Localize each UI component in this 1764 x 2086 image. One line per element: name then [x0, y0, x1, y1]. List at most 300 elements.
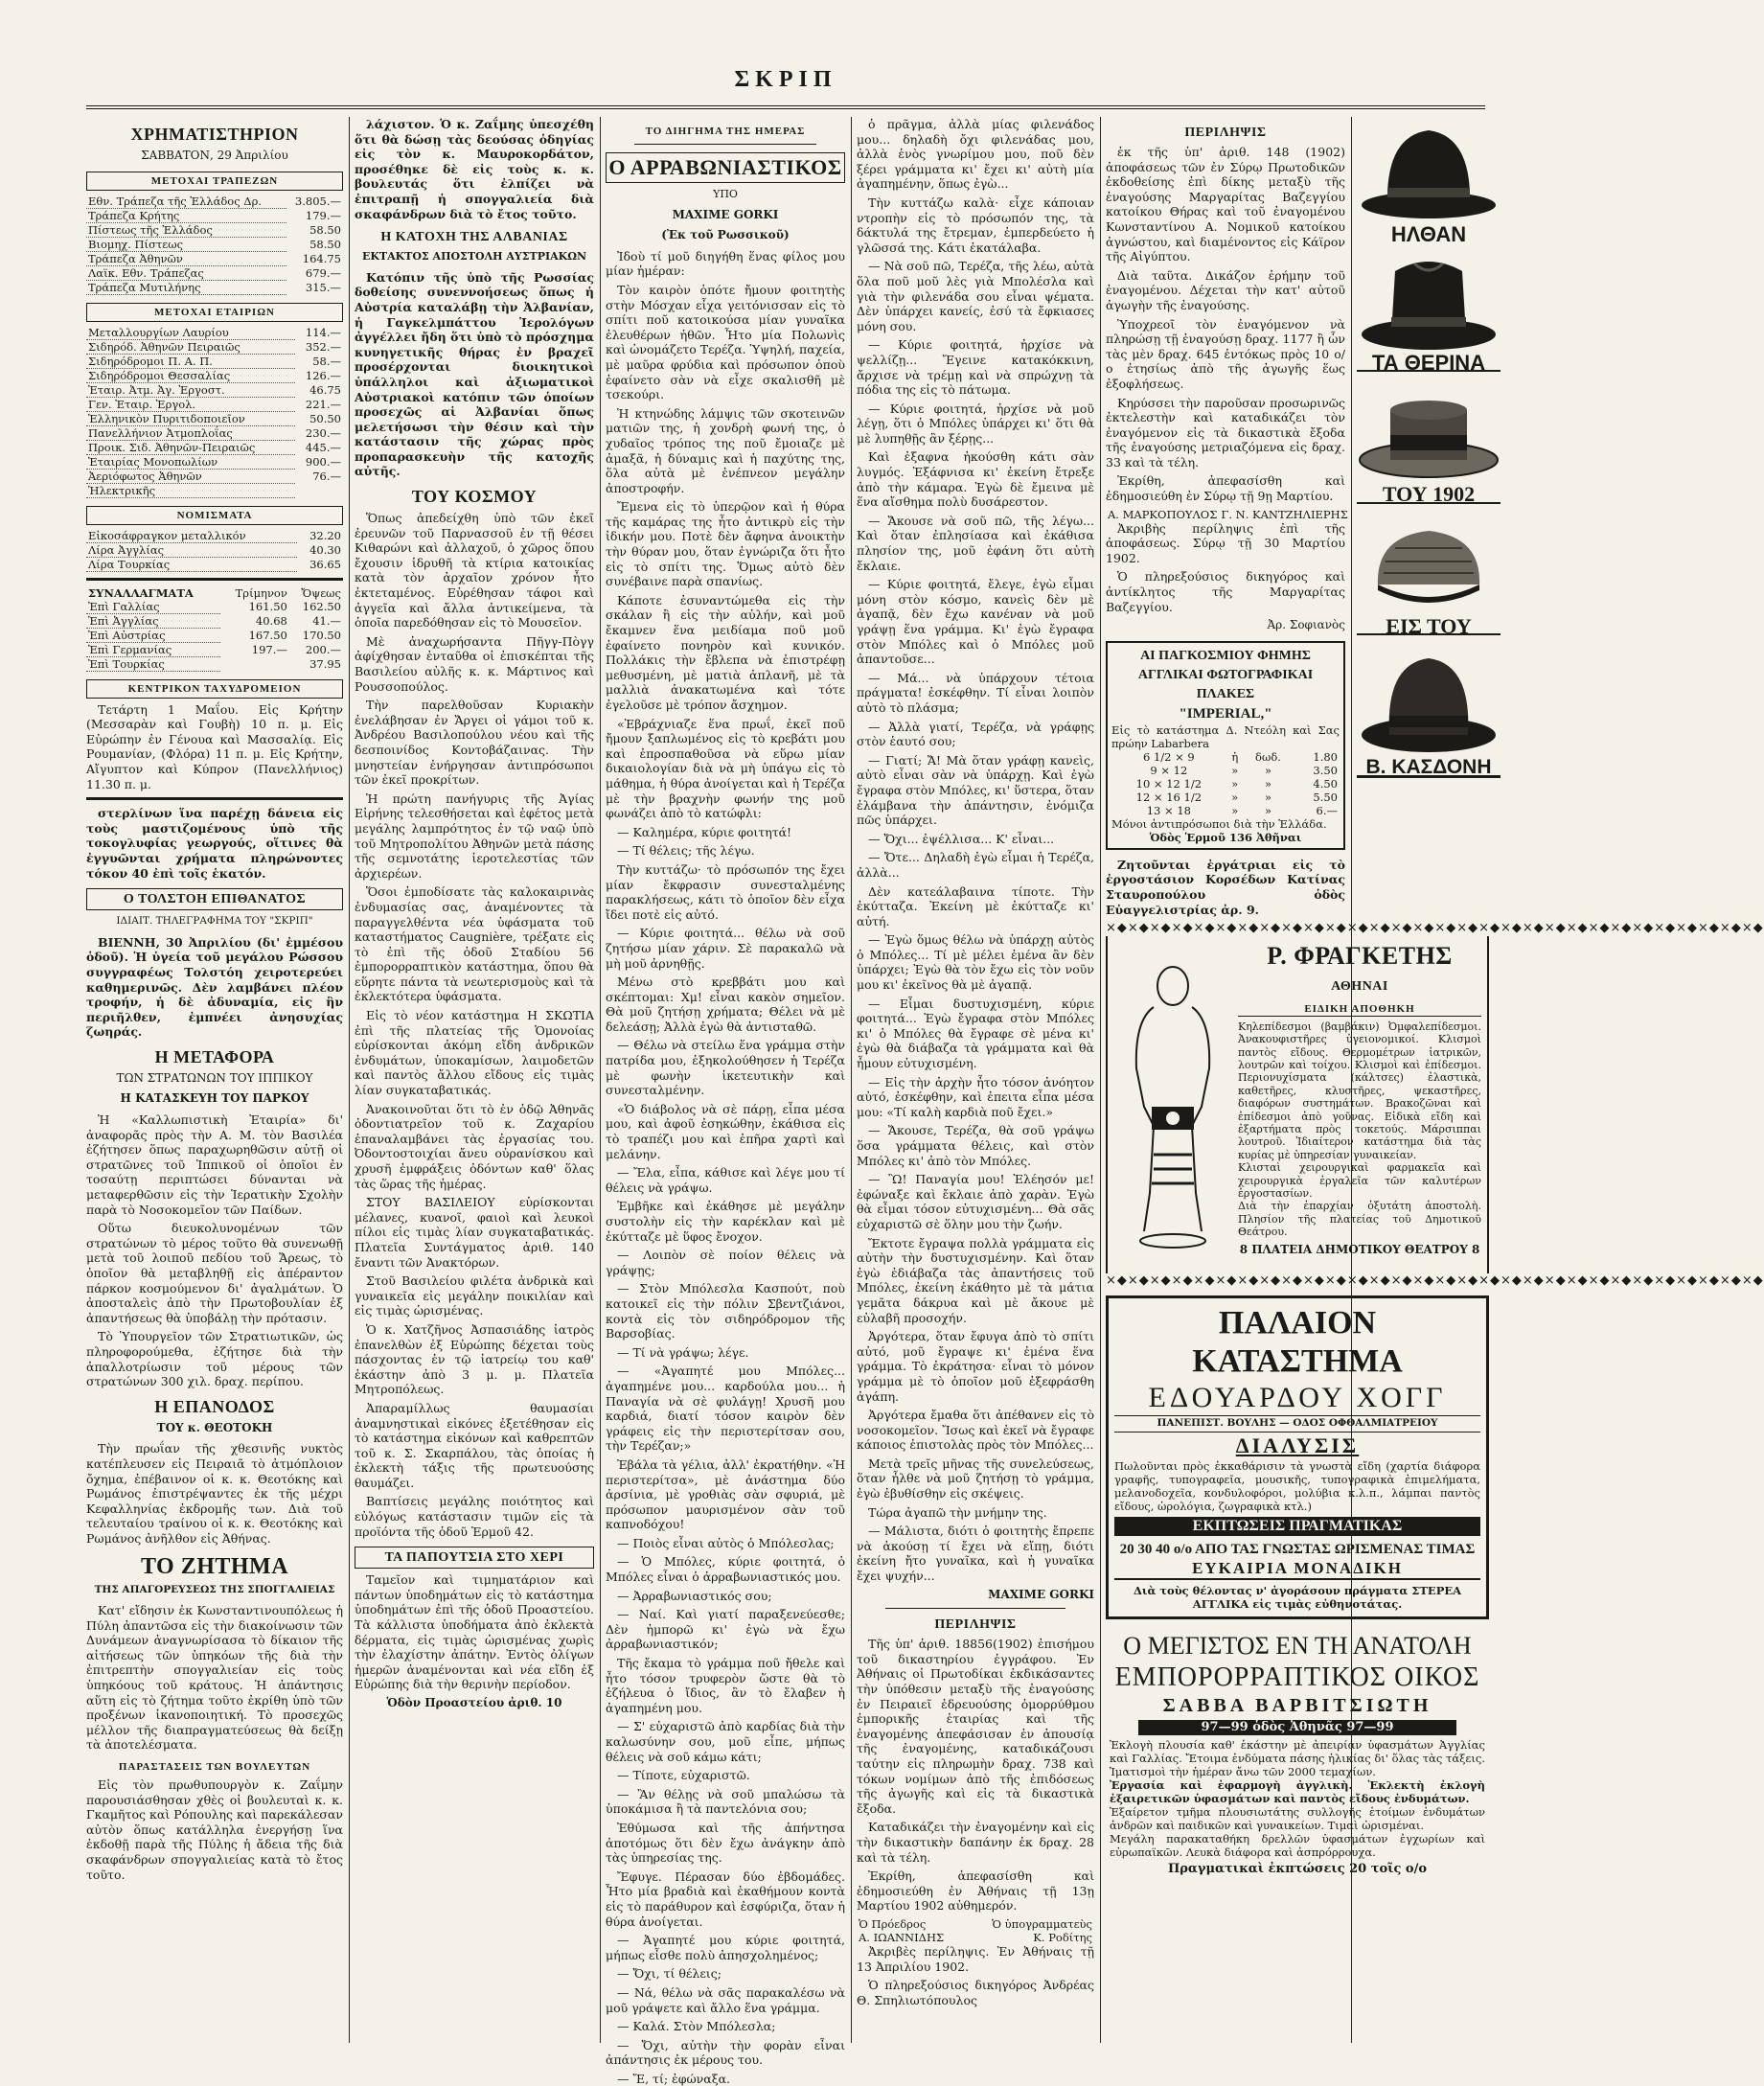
companies-title: ΜΕΤΟΧΑΙ ΕΤΑΙΡΙΩΝ — [86, 303, 343, 322]
notice2-text: Κηρύσσει τὴν παροῦσαν προσωρινῶς ἐκτελεστὴν καὶ καταδικάζει τὸν ἐναγόμενον εἰς τὰ δικαστικὰ ἔξοδα τῆς ἐναγούσης μετριαζόμενα εἰς δραχ. 33 καὶ τὰ τέλη. — [1106, 395, 1345, 470]
story-paragraph: — Μά... νὰ ὑπάρχουν τέτοια πράγματα! ἐσκέφθην. Τί εἶναι λοιπὸν αὐτὸ τὸ πλάσμα; — [857, 670, 1094, 715]
story-paragraph: Καὶ ἐξαφνα ἠκούσθη κάτι σὰν λυγμός. Ἐξάφνισα κι' ἐκείνη ἔτρεξε ἀπὸ τὴν κάμαρα. Ἐγὼ δὲ ἔμεινα μὲ ἕνα αἴσθημα πολὺ δυσάρεστον. — [857, 449, 1094, 510]
row-value: 167.50 — [248, 628, 287, 642]
tailor-text: Μεγάλη παρακαταθήκη δρελλῶν ὑφασμάτων ἐγχωρίων καὶ εὐρωπαϊκῶν. Λευκὰ διάφορα καὶ ἀσπρόρρουχα. — [1110, 1831, 1485, 1859]
old-shop-sale: ΔΙΑΛΥΣΙΣ — [1235, 1433, 1360, 1457]
story-paragraph: — Ὄχι, αὐτὴν τὴν φορὰν εἶναι ἀπάντησις ἐκ μέρους του. — [606, 2037, 845, 2068]
story-paragraph: — Λοιπὸν σὲ ποίον θέλεις νὰ γράψῃς; — [606, 1248, 845, 1277]
row-value: 352.— — [305, 339, 341, 354]
row-value: 3.805.— — [294, 194, 341, 208]
world-item: Βαπτίσεις μεγάλης ποιότητος καὶ εὐλόγως κατάστασιν τιμῶν εἰς τὰ προϊόντα τῆς ὁδοῦ Ἑρμοῦ 42. — [355, 1494, 594, 1539]
signature-name: Γ. Ν. ΚΑΝΤΖΗΛΙΕΡΗΣ — [1221, 507, 1348, 521]
story-paragraph: ὁ πρᾶγμα, ἀλλὰ μίας φιλενάδος μου... δηλαδὴ ὄχι φιλενάδας μου, ἀλλὰ ἑνὸς γνωρίμου μου, ποῦ δὲν ξέρει γράμματα κι' ἔχει κι' αὐτὴ μία ἀγαπημένην, ὅπως ἐγὼ... — [857, 117, 1094, 192]
story-paragraph: — Ἀλλὰ γιατί, Τερέζα, νὰ γράφῃς στὸν ἑαυτό σου; — [857, 719, 1094, 749]
albania-subtitle: ΕΚΤΑΚΤΟΣ ΑΠΟΣΤΟΛΗ ΑΥΣΤΡΙΑΚΩΝ — [361, 250, 587, 264]
transfer-text: Ἡ «Καλλωπιστικὴ Ἑταιρία» δι' ἀναφορᾶς πρὸς τὴν Α. Μ. τὸν Βασιλέα ἐζήτησεν ὅπως παραχωρηθῶσιν αὐτῇ οἱ στρατῶνες τοῦ Ἱππικοῦ οἱ ὁποῖοι ἐν τοσαύτῃ περιπτώσει δύνανται νὰ μεταφερθῶσιν εἰς τὴν Ἱερατικὴν Σχολὴν παρὰ τὸ Νοσοκομεῖον τῶν Παίδων. — [86, 1112, 343, 1217]
row-value: 41.— — [312, 613, 341, 628]
row-name: Πίστεως τῆς Ἑλλάδος — [86, 222, 286, 237]
row-value: 197.— — [251, 642, 287, 656]
price-unit: » — [1264, 803, 1271, 817]
row-value: 50.50 — [309, 411, 341, 425]
old-shop-address: ΠΑΝΕΠΙΣΤ. ΒΟΥΛΗΣ — ΟΔΟΣ ΟΦΘΑΛΜΙΑΤΡΕΙΟΥ — [1114, 1415, 1480, 1433]
story-paragraph: — Κύριε φοιτητά, ἔλεγε, ἐγὼ εἶμαι μόνη στὸν κόσμο, κανεὶς δὲν μὲ ἀγαπᾷ, δὲν ἔχω κανέναν νὰ μοῦ γράψῃ ἕνα γράμμα. Κι' ἐγὼ ἔγραφα στὸν Μπόλες καὶ ὁ Μπόλες μοῦ ἀπαντοῦσε... — [857, 577, 1094, 667]
table-row — [86, 454, 343, 469]
transfer-subtitle: ΤΩΝ ΣΤΡΑΤΩΝΩΝ ΤΟΥ ΙΠΠΙΚΟΥ — [116, 1070, 313, 1085]
price-qty: » — [1231, 776, 1239, 791]
row-name: Ἐπὶ Τουρκίας — [86, 656, 220, 671]
row-value: 32.20 — [309, 528, 341, 542]
story-paragraph: Ἀργότερα, ὅταν ἔφυγα ἀπὸ τὸ σπίτι αὐτό, μοῦ ἔγραψε κι' ἐμένα ἕνα γράμμα. Τὸ ἐκράτησα· εἶναι τὸ μόνον γράμμα μὲ τὸ ὁποῖον μοῦ ἐξεφράσθη ἀγάπη. — [857, 1329, 1094, 1404]
old-shop-chance: ΕΥΚΑΙΡΙΑ ΜΟΝΑΔΙΚΗ — [1114, 1559, 1480, 1580]
row-value: 445.— — [305, 440, 341, 454]
bourse-title: ΧΡΗΜΑΤΙΣΤΗΡΙΟΝ — [130, 125, 299, 144]
fragketis-address: 8 ΠΛΑΤΕΙΑ ΔΗΜΟΤΙΚΟΥ ΘΕΑΤΡΟΥ 8 — [1239, 1242, 1480, 1256]
shop-title: ΤΑ ΠΑΠΟΥΤΣΙΑ ΣΤΟ ΧΕΡΙ — [355, 1547, 594, 1569]
exchange-col-head: Τρίμηνον — [235, 585, 287, 600]
bowler-hat-icon — [1357, 117, 1501, 227]
companies-table — [86, 326, 343, 498]
row-name: Βιομηχ. Πίστεως — [86, 237, 286, 251]
story-paragraph: — Ἔλα, εἶπα, κάθισε καὶ λέγε μου τί θέλεις νὰ γράψω. — [606, 1165, 845, 1195]
ad-text: Μόνοι ἀντιπρόσωποι διὰ τὴν Ἑλλάδα. — [1111, 816, 1327, 831]
border-ornament: ×◆×◆×◆×◆×◆×◆×◆×◆×◆×◆×◆×◆×◆×◆×◆×◆×◆×◆×◆×◆×◆×◆×◆×◆×◆×◆×◆×◆×◆×◆ — [1106, 1272, 1764, 1288]
price-size: 13 × 18 — [1146, 803, 1191, 817]
hats-ad — [1357, 117, 1501, 2043]
notice2-signatures — [1106, 508, 1350, 521]
row-name: Ἐταιρ. Ἀτμ. Ἀγ. Ἐργοστ. — [86, 382, 295, 397]
divider — [86, 797, 343, 800]
table-row — [86, 326, 343, 340]
ad-brand: "IMPERIAL," — [1179, 705, 1272, 722]
parl-title: ΠΑΡΑΣΤΑΣΕΙΣ ΤΩΝ ΒΟΥΛΕΥΤΩΝ — [118, 1761, 311, 1774]
notice-text: Τῆς ὑπ' ἀριθ. 18856(1902) ἐπισήμου τοῦ δικαστηρίου ἐγγράφου. Ἐν Ἀθήναις οἱ Πρωτοδίκαι ἐκδικάσαντες τὴν ὑπόθεσιν μεταξὺ τῆς ἐναγούσης ἐν Πειραιεῖ ἐδρευούσης ὁμορρύθμου ἐμπορικῆς ἑταιρίας καὶ τῆς ἐναγομένης ἀπεφάσισαν ἐν ἀπουσίᾳ τῆς ἐναγομένης, καταδικάζουσι ταύτην εἰς πληρωμὴν δραχ. 738 καὶ τόκων νομίμων ἀπὸ τῆς ἐπιδόσεως τῆς ἀγωγῆς καὶ εἰς τὰ δικαστικὰ ἔξοδα. — [857, 1637, 1094, 1816]
table-row — [86, 265, 343, 280]
money-table — [86, 529, 343, 572]
story-paragraph: — Κύριε φοιτητά, ἠρχίσε νὰ ψελλίζῃ... Ἔγεινε κατακόκκινη, ἄρχισε νὰ τρέμῃ καὶ νὰ σπρώχνῃ τὰ πόδια της εἰς τὸ πάτωμα. — [857, 337, 1094, 398]
table-row — [86, 382, 343, 397]
question-text: Κατ' εἴδησιν ἐκ Κωνσταντινουπόλεως ἡ Πύλη ἀπαντῶσα εἰς τὴν διακοίνωσιν τῶν Δυνάμεων ἀναγνωρίσασα τὸ δίκαιον τῆς αἰτήσεως τῶν ὑπηκόων τῆς διὰ τὴν ἐπιτρεπτὴν σπογγαλιείαν εἰς τοὺς ὑπηκόους τοῦ κράτους. Ἡ ἀπάντησις αὕτη εἰς τὸ ζήτημα τοῦτο ἐκρίθη ὑπὸ τῶν προξένων ἱκανοποιητική. Τὸ προσεχῶς μέλλον τῆς διαπραγματεύσεως θὰ δείξῃ τὰ ἀποτελέσματα. — [86, 1603, 343, 1753]
shop-text: Ταμεῖον καὶ τιμηματάριον καὶ πάντων ὑποδημάτων εἰς τὸ κατάστημα ὑποδημάτων ἐπὶ τῆς ὁδοῦ Προαστείου. Τὰ κάλλιστα ὑποδήματα ἀπὸ ἐκλεκτὰ δέρματα, εἰς τιμὰς ὡρισμένας χωρὶς τὴν ἐλαχίστην ἀπάτην. Ἐντὸς ὀλίγων ἡμερῶν ἀναμένονται καὶ νέα εἴδη ἐξ Εὐρώπης διὰ τὴν θερινὴν περίοδον. — [355, 1572, 594, 1692]
straw-boater-hat-icon — [1357, 372, 1501, 487]
old-shop-discount: ΕΚΠΤΩΣΕΙΣ ΠΡΑΓΜΑΤΙΚΑΣ — [1114, 1517, 1480, 1536]
table-row — [86, 557, 343, 571]
row-value: 36.65 — [309, 557, 341, 571]
story-paragraph: — Ὁ Μπόλες, κύριε φοιτητά, ὁ Μπόλες εἶναι ὁ ἀρραβωνιαστικός μου. — [606, 1554, 845, 1585]
story-paragraph: — Καλημέρα, κύριε φοιτητά! — [617, 824, 792, 839]
story-paragraph: — Γιατί; Ἄ! Μὰ ὅταν γράφῃ κανεὶς, αὐτὸ εἶναι σὰν νὰ ὑπάρχῃ. Καὶ ἐγὼ ἔγραφα στὸν Μπόλες, κι' ὕστερα, ὅταν ἐλάμβανα τὴν ἀπάντησιν, ἐνόμιζα πῶς ὑπάρχει. — [857, 752, 1094, 828]
table-row — [1111, 777, 1340, 791]
old-shop-percent: 20 30 40 ο/ο ΑΠΟ ΤΑΣ ΓΝΩΣΤΑΣ ΩΡΙΣΜΕΝΑΣ ΤΙΜΑΣ — [1119, 1541, 1476, 1557]
price-size: 6 1/2 × 9 — [1142, 749, 1195, 764]
tolstoy-subtitle: ΙΔΙΑΙΤ. ΤΗΛΕΓΡΑΦΗΜΑ ΤΟΥ "ΣΚΡΙΠ" — [116, 915, 313, 928]
table-row — [86, 425, 343, 440]
tailor-address: 97—99 ὁδὸς Ἀθηνᾶς 97—99 — [1138, 1720, 1456, 1735]
question-subtitle: ΤΗΣ ΑΠΑΓΟΡΕΥΣΕΩΣ ΤΗΣ ΣΠΟΓΓΑΛΙΕΙΑΣ — [94, 1583, 335, 1595]
banks-table — [86, 195, 343, 295]
price-price: 6.— — [1316, 803, 1338, 817]
hat-3 — [1357, 372, 1501, 487]
notice2-title: ΠΕΡΙΛΗΨΙΣ — [1184, 126, 1267, 140]
column-1 — [86, 117, 343, 2043]
row-name: Ἀεριόφωτος Ἀθηνῶν — [86, 469, 295, 483]
column-rule — [1100, 117, 1101, 2043]
notice-text: Ἀκριβὲς περίληψις. Ἐν Ἀθήναις τῇ 13 Ἀπριλίου 1902. — [857, 1943, 1094, 1974]
table-row — [1111, 804, 1340, 817]
price-size: 10 × 12 1/2 — [1135, 776, 1203, 791]
signature-role: Ὁ Πρόεδρος — [859, 1916, 927, 1931]
hat-1 — [1357, 117, 1501, 227]
row-value: 221.— — [305, 397, 341, 411]
notice2-text: Ὁ πληρεξούσιος δικηγόρος καὶ ἀντίκλητος τῆς Μαργαρίτας Βαζεγγίου. — [1106, 569, 1345, 614]
story-signature: MAXIME GORKI — [988, 1587, 1094, 1601]
homburg-hat-icon — [1357, 635, 1501, 760]
table-row — [86, 529, 343, 543]
story-paragraph: Ἐβάλα τὰ γέλια, ἀλλ' ἐκρατήθην. «Ἡ περιστερίτσα», μὲ ἀνάστημα δύο ἀρσίνια, μὲ γροθιὰς σὰν σφυριά, μὲ πρόσωπον μαυρισμένον σὰν τοῦ καπνοδόχου! — [606, 1456, 845, 1532]
transfer-text: Οὕτω διευκολυνομένων τῶν στρατώνων τὸ μέρος τοῦτο θὰ συνενωθῇ μετὰ τοῦ λοιποῦ πεδίου τοῦ Ἄρεως, τὸ ὁποῖον θὰ μεταβληθῇ εἰς ἀπέραντον πάρκον κοσμούμενον δι' ἀγαλμάτων. Ὁ ἀποσταλεὶς ἀπὸ τὴν Πρωτοβουλίαν ἐξ ἀπαντήσεως θὰ ὑποβάλῃ τὴν πρότασιν. — [86, 1221, 343, 1325]
story-body-continued — [857, 117, 1094, 1584]
return-subtitle: ΤΟΥ κ. ΘΕΟΤΟΚΗ — [156, 1420, 273, 1434]
world-title: ΤΟΥ ΚΟΣΜΟΥ — [411, 487, 538, 507]
row-value: 315.— — [305, 280, 341, 294]
notice-signatures — [857, 1917, 1094, 1944]
story-paragraph: Ἰδοὺ τί μοῦ διηγήθη ἕνας φίλος μου μίαν ἡμέραν: — [606, 248, 845, 279]
row-name: Ἠλεκτρικῆς — [86, 483, 295, 497]
tailor-price: Πραγματικαὶ ἐκπτώσεις 20 τοῖς ο/ο — [1168, 1861, 1427, 1876]
banks-title: ΜΕΤΟΧΑΙ ΤΡΑΠΕΖΩΝ — [86, 172, 343, 191]
story-paragraph: — Στὸν Μπόλεσλα Κασπούτ, ποὺ κατοικεῖ εἰς τὴν πόλιν Σβεντζιάνοι, κοντὰ εἰς τὸν σιδηρόδρομον τῆς Βαρσοβίας. — [606, 1281, 845, 1341]
story-paragraph: Ἡ κτηνώδης λάμψις τῶν σκοτεινῶν ματιῶν της, ἡ χονδρὴ φωνή της, ὁ χυδαῖος τρόπος της ποῦ ἔμοιαζε μὲ ἀμαξᾶ, ἡ δύναμις καὶ ἡ παχύτης της, ὅλα αὐτὰ μὲ ἐνέπνεον μεγάλην ἀποστροφήν. — [606, 405, 845, 495]
lead-text: λάχιστον. Ὁ κ. Ζαΐμης ὑπεσχέθη ὅτι θὰ δώσῃ τὰς δεούσας ὁδηγίας εἰς τὸν κ. Μαυροκορδάτον, προσέθηκε δὲ εἰς τοὺς κ. κ. βουλευτάς ὅτι ἐλπίζει νὰ ἐπιτραπῇ ἡ σπογγαλιεία διὰ σκαφάνδρων διὰ τὸ ἔτος τοῦτο. — [355, 117, 594, 221]
story-paragraph: Τώρα ἀγαπῶ τὴν μνήμην της. — [868, 1504, 1047, 1520]
transfer-subtitle: Η ΚΑΤΑΣΚΕΥΗ ΤΟΥ ΠΑΡΚΟΥ — [120, 1091, 309, 1106]
tailor-name: ΕΜΠΟΡΟΡΡΑΠΤΙΚΟΣ ΟΙΚΟΣ — [1114, 1662, 1480, 1692]
row-value: 200.— — [305, 642, 341, 656]
row-name: Τράπεζα Ἀθηνῶν — [86, 251, 286, 265]
row-name: Τράπεζα Κρήτης — [86, 208, 286, 222]
tailor-text: Ἐκλογὴ πλουσία καθ' ἑκάστην μὲ ἀπειρίαν ὑφασμάτων Ἀγγλίας καὶ Γαλλίας. Ἔτοιμα ἐνδύματα πάσης ἡλικίας δι' ὅλας τὰς τάξεις. Ἱματισμοὶ τὴν ἡμέραν ἄνω τῶν 2000 τεμαχίων. — [1110, 1737, 1485, 1778]
world-item: Ὅπως ἀπεδείχθη ὑπὸ τῶν ἐκεῖ ἐρευνῶν τοῦ Παρνασσοῦ ἐν τῇ θέσει Κιθαρώνι καὶ ἀλλαχοῦ, ὁ χῶρος ὅπου ἔχουσιν ἱδρυθῆ τὰ κτίρια κατοικίας κατὰ τὸν ἀρχαῖον χρόνον ἦτο ἐκτεταμένος. Εὑρέθησαν τάφοι καὶ ἀγγεῖα καὶ ἄλλα ἀντικείμενα, τὰ ὁποῖα παρεδόθησαν εἰς τὸ Μουσεῖον. — [355, 511, 594, 630]
story-paragraph: «Ἐβράχνιαζε ἕνα πρωΐ, ἐκεῖ ποῦ ἤμουν ξαπλωμένος εἰς τὸ κρεβάτι μου καὶ ἐπροσπαθοῦσα νὰ εὕρω μίαν δικαιολογίαν διὰ νὰ μὴ ὑπάγω εἰς τὸ μάθημα, ἡ θύρα ἀνοίγεται καὶ ἡ Τερέζα μὲ τὴν βραχνὴν φωνήν της μοῦ φωνάζει ἀπὸ τὸ κατώφλι: — [606, 716, 845, 821]
story-paragraph: Ἔκτοτε ἔγραψα πολλὰ γράμματα εἰς αὐτὴν τὴν δυστυχισμένην. Καὶ ὅταν ἐγὼ ἐδιάβαζα τὰς ἀπαντήσεις τοῦ Μπόλες, ἐκείνη ἐκάθητο μὲ τὰ μάτια γεμᾶτα δάκρυα καὶ μὲ ἄκουε μὲ εὐλαβῆ προσοχήν. — [857, 1235, 1094, 1325]
table-row — [86, 222, 343, 237]
return-text: Τὴν πρωΐαν τῆς χθεσινῆς νυκτὸς κατέπλευσεν εἰς Πειραιᾶ τὸ ἀτμόπλοιον ὄχημα, ἐπέβαινον οἱ κ. κ. Θεοτόκης καὶ Ρωμάνος ἐπιστρέψαντες ἐκ τῆς μέχρι Κεφαλληνίας ἐκδρομῆς των. Διὰ τοῦ τελευταίου τραίνου οἱ κ. κ. Θεοτόκης καὶ Ρωμάνος ἀνῆλθον εἰς Ἀθήνας. — [86, 1441, 343, 1546]
wanted-text: Ζητοῦνται ἐργάτριαι εἰς τὸ ἐργοστάσιον Κορσέδων Κατίνας Σταυροπούλου ὁδὸς Εὐαγγελιστρίας ἀρ. 9. — [1106, 857, 1345, 917]
world-item: Μὲ ἀναχωρήσαντα Πῆγγ-Πὸγγ ἀφίχθησαν ἐνταῦθα οἱ ἐπισκέπται τῆς Βασιλείου αὐλῆς κ. κ. Μάρτινος καὶ Ρουσσοπούλος. — [355, 633, 594, 694]
story-paragraph: — Ὄχι... ἐψέλλισα... Κ' εἶναι... — [868, 831, 1055, 846]
row-value: 76.— — [312, 469, 341, 483]
story-paragraph: — Ὢ! Παναγία μου! Ἐλέησόν με! ἐφώναξε καὶ ἔκλαιε ἀπὸ χαρὰν. Ἐγὼ θὰ εἶμαι τόσον εὐτυχισμένη... Θὰ σᾶς εὐχαριστῶ σὲ ὅλην μου τὴν ζωήν. — [857, 1172, 1094, 1231]
row-name: Ἐπὶ Γερμανίας — [86, 642, 220, 656]
masthead — [86, 67, 1485, 109]
story-paragraph: Κάποτε ἐσυναντώμεθα εἰς τὴν σκάλαν ἢ εἰς τὴν αὐλήν, καὶ μοῦ ἔκαμνεν ἕνα μειδίαμα ποῦ μοῦ ἐφαίνετο πονηρὸν καὶ κυνικόν. Πολλάκις τὴν ἔβλεπα νὰ ἐπιστρέφῃ μεθυσμένη, μὲ ματιὰ ἀπλανῆ, μὲ τὰ μαλλιὰ ἀνακατωμένα καὶ τότε ἐγελοῦσε μὲ τρόπον ἄσχημον. — [606, 592, 845, 712]
row-name: Λίρα Ἀγγλίας — [86, 542, 297, 557]
tailor-heading: Ο ΜΕΓΙΣΤΟΣ ΕΝ ΤΗ ΑΝΑΤΟΛΗ — [1123, 1631, 1472, 1660]
transfer-title: Η ΜΕΤΑΦΟΡΑ — [154, 1046, 275, 1066]
story-paragraph: — Τίποτε, εὐχαριστῶ. — [617, 1768, 750, 1783]
notice-text: Ἐκρίθη, ἀπεφασίσθη καὶ ἐδημοσιεύθη ἐν Ἀθήναις τῇ 13ῃ Μαρτίου 1902 αὐθημερόν. — [857, 1868, 1094, 1914]
photo-plates-ad — [1106, 641, 1345, 850]
story-paragraph: Τὴν κυττάζω· τὸ πρόσωπόν της ἔχει μίαν ἔκφρασιν συνεσταλμένης παρακλήσεως, κάτι τὸ ὁποῖον δὲν εἶχα ἴδει ποτὲ εἰς αὐτό. — [606, 861, 845, 922]
row-name: Τράπεζα Μυτιλήνης — [86, 280, 286, 294]
row-name: Γεν. Ἐταιρ. Ἐργολ. — [86, 397, 295, 411]
tailor-text: Ἐξαίρετον τμῆμα πλουσιωτάτης συλλογῆς ἑτοίμων ἐνδυμάτων ἀνδρῶν καὶ παιδικῶν καὶ γυναικείων. Τιμαὶ ὡρισμέναι. — [1110, 1804, 1485, 1832]
old-shop-name: ΕΔΟΥΑΡΔΟΥ ΧΟΓΓ — [1148, 1382, 1447, 1414]
column-2 — [355, 117, 594, 2043]
price-unit: » — [1264, 790, 1271, 804]
row-value: 900.— — [305, 454, 341, 469]
story-paragraph: Δὲν κατεάλαβαινα τίποτε. Τὴν ἐκύτταζα. Ἐκείνη μὲ ἐκύτταζε κι' αὐτή. — [857, 883, 1094, 928]
row-value: 230.— — [305, 425, 341, 440]
row-name: Σιδηρόδ. Ἀθηνῶν Πειραιῶς — [86, 339, 295, 354]
row-name: Σιδηρόδρομοι Θεσσαλίας — [86, 368, 295, 382]
hats-label: Β. ΚΑΣΔΟΝΗ — [1357, 760, 1501, 778]
story-paragraph: Ἀργότερα ἔμαθα ὅτι ἀπέθανεν εἰς τὸ νοσοκομεῖον. Ἴσως καὶ ἐκεῖ νὰ ἔγραφε κάποιος ἐπιστολὰς πρὸς τὸν Μπόλες... — [857, 1408, 1094, 1453]
story-paragraph: — Νά, θέλω νὰ σᾶς παρακαλέσω νὰ μοῦ γράψετε καὶ ἄλλο ἕνα γράμμα. — [606, 1984, 845, 2015]
table-row — [1111, 750, 1340, 764]
torso-illustration-icon — [1115, 963, 1230, 1250]
table-row — [1111, 791, 1340, 804]
story-paragraph: — Μάλιστα, διότι ὁ φοιτητὴς ἔπρεπε νὰ ἀκούσῃ τί ἔχει νὰ εἴπῃ, διότι ἐκείνη ἤτο γυναῖκα, καὶ ἡ γυναῖκα ἔχει ψυχήν... — [857, 1524, 1094, 1584]
cap-hat-icon — [1357, 504, 1501, 619]
table-row — [86, 251, 343, 265]
notice2-text: Διὰ ταῦτα. Δικάζον ἐρήμην τοῦ ἐναγομένου. Δέχεται τὴν κατ' αὐτοῦ ἀγωγὴν τῆς ἐναγούσης. — [1106, 267, 1345, 312]
row-name: Ἐπὶ Ἀγγλίας — [86, 613, 220, 628]
bourse-date: ΣΑΒΒΑΤΟΝ, 29 Ἀπριλίου — [141, 149, 288, 162]
story-paragraph: Ἐμβῆκε καὶ ἐκάθησε μὲ μεγάλην συστολὴν εἰς τὴν καρέκλαν καὶ μὲ ἐκύτταζε μὲ ὕφος ἔνοχον. — [606, 1199, 845, 1244]
row-name: Ἐπὶ Γαλλίας — [86, 600, 220, 614]
row-value: 162.50 — [302, 599, 341, 613]
story-title: Ο ΑΡΡΑΒΩΝΙΑΣΤΙΚΟΣ — [606, 152, 845, 183]
table-row — [86, 440, 343, 454]
exchange-table — [86, 586, 343, 672]
column-3 — [606, 117, 845, 2086]
story-paragraph: — Ποιὸς εἶναι αὐτὸς ὁ Μπόλεσλας; — [617, 1535, 835, 1550]
loan-text: στερλίνων ἵνα παρέχῃ δάνεια εἰς τοὺς μαστιζομένους ὑπὸ τῆς τοκογλυφίας γεωργούς, οἵτινες θὰ ἐγγυῶνται χρήματα πληρώνοντες τόκον 40 ἐπὶ τοῖς ἑκατόν. — [86, 806, 343, 881]
price-qty: » — [1231, 803, 1239, 817]
row-value: 179.— — [305, 208, 341, 222]
money-title: ΝΟΜΙΣΜΑΤΑ — [86, 506, 343, 525]
story-body — [606, 249, 845, 2086]
price-qty: » — [1231, 790, 1239, 804]
notice2-text: Ἀκριβὴς περίληψις ἐπὶ τῆς ἀποφάσεως. Σύρῳ τῇ 30 Μαρτίου 1902. — [1106, 520, 1345, 565]
column-4 — [857, 117, 1094, 2043]
world-item: Ἀνακοινοῦται ὅτι τὸ ἐν ὁδῷ Ἀθηνᾶς ὀδοντιατρεῖον τοῦ κ. Ζαχαρίου ἐπαναλαμβάνει τὰς ἐργασίας του. Ὀδοντοστοιχίαι ἄνευ οὐρανίσκου καὶ χρυσῆ ἐμφράξεις ὀδόντων καθ' ὅλας τὰς ὥρας τῆς ἡμέρας. — [355, 1101, 594, 1191]
table-row — [86, 600, 343, 614]
world-item: ΣΤΟΥ ΒΑΣΙΛΕΙΟΥ εὑρίσκονται μέλανες, κυανοῖ, φαιοὶ καὶ λευκοὶ πίλοι εἰς τιμὰς λίαν συγκαταβατικάς. Πλατεῖα Συντάγματος ἀριθ. 140 ἔναντι τῶν Ἀνακτόρων. — [355, 1195, 594, 1270]
row-value: 40.68 — [255, 613, 287, 628]
table-row — [86, 339, 343, 354]
ad-text: Εἰς τὸ κατάστημα Δ. Ντεόλη καὶ Σας πρώην Labarbera — [1111, 722, 1340, 750]
row-name: Σιδηρόδρομοι Π. Α. Π. — [86, 354, 295, 368]
table-row — [86, 642, 343, 656]
story-kicker: ΤΟ ΔΙΗΓΗΜΑ ΤΗΣ ΗΜΕΡΑΣ — [645, 126, 806, 137]
notice2-text: Ὑποχρεοῖ τὸν ἐναγόμενον νὰ πληρώσῃ τῇ ἐναγούσῃ δραχ. 1177 ἢ ὧν τὰς μὲν δραχ. 645 ἐντόκως πρὸς 10 ο/ο ἐτησίως ἀπὸ τῆς ἀγωγῆς ἕως ἐξοφλήσεως. — [1106, 316, 1345, 391]
table-row — [86, 397, 343, 411]
world-item: Ὅσοι ἐμποδίσατε τὰς καλοκαιρινὰς ἐνδυμασίας σας, ἀναμένοντες τὰ παραγγελθέντα νέα ὑφάσματα τοῦ καταστήματος Caugnière, τρέξατε εἰς τὸ ἐπὶ τῆς ὁδοῦ Σταδίου 56 ἐμπορορραπτικὸν κατάστημα, ὅπου θὰ εὕρητε πάντα τὰ νεωτερισμοὺς καὶ τὰ ἐκλεκτότερα ὑφάσματα. — [355, 884, 594, 1004]
photo-price-table — [1111, 750, 1340, 817]
story-paragraph: — Ἂν θέλῃς νὰ σοῦ μπαλώσω τὰ ὑποκάμισα ἢ τὰ παντελόνια σου; — [606, 1786, 845, 1817]
story-paragraph: Τὴν κυττάζω καλὰ· εἶχε κάποιαν ντροπὴν εἰς τὸ πρόσωπόν της, τὰ δάκτυλά της ἔτρεμαν, ἐμπερδεύετο ἡ γλῶσσά της. Κάτι ἐκατάλαβα. — [857, 195, 1094, 255]
row-value: 58.50 — [309, 237, 341, 251]
tolstoy-title: Ο ΤΟΛΣΤΟΗ ΕΠΙΘΑΝΑΤΟΣ — [86, 888, 343, 910]
row-value: 58.50 — [309, 222, 341, 237]
notice2-text: ἐκ τῆς ὑπ' ἀριθ. 148 (1902) ἀποφάσεως τῶν ἐν Σύρῳ Πρωτοδικῶν ἐκδοθείσης ἐπὶ δίκης μεταξὺ τῆς ἐναγούσης Μαργαρίτας Βαζεγγίου κατοίκου Θήρας καὶ τοῦ ἐναγομένου Κωνσταντίνου Α. Νομικοῦ κατοίκου ἀγνώστου, καὶ διαμένοντος εἰς Κάϊρον τῆς Αἰγύπτου. — [1106, 145, 1345, 264]
story-paragraph: — Νὰ σοῦ πῶ, Τερέζα, τῆς λέω, αὐτὰ ὅλα ποῦ μοῦ λὲς γιὰ Μπολέσλα καὶ γιὰ τὴν φιλενάδα σου εἶναι ψέματα. Δὲν ὑπάρχει κανείς, ἐσύ τὰ ἔφκιασες μόνη σου. — [857, 259, 1094, 333]
hats-label: ΤΟΥ 1902 — [1357, 487, 1501, 504]
table-row — [86, 411, 343, 425]
story-paragraph: — Ἀρραβωνιαστικός σου; — [617, 1588, 772, 1603]
row-name: Μεταλλουργίων Λαυρίου — [86, 326, 295, 340]
row-value — [295, 483, 343, 497]
table-row — [86, 656, 343, 671]
fragketis-city: ΑΘΗΝΑΙ — [1331, 978, 1388, 994]
table-row — [1111, 764, 1340, 777]
table-row — [86, 237, 343, 251]
world-item: Ἀπαραμίλλως θαυμασίαι ἀναμνηστικαὶ εἰκόνες ἐξετέθησαν εἰς τὸ κατάστημα εἰκόνων καὶ καθρεπτῶν τοῦ κ. Σ. Σκαρπάλου, τὰς ὁποίας ἡ ἐκλεκτὴ τάξις τῆς πρωτευούσης θαυμάζει. — [355, 1400, 594, 1490]
question-title: ΤΟ ΖΗΤΗΜΑ — [140, 1553, 289, 1579]
story-by: ΥΠΟ — [713, 188, 738, 200]
table-row — [86, 613, 343, 628]
notice2-text: Ἐκρίθη, ἀπεφασίσθη καὶ ἐδημοσιεύθη ἐν Σύρῳ τῇ 9ῃ Μαρτίου. — [1106, 473, 1345, 504]
story-paragraph: Μετὰ τρεῖς μῆνας τῆς συνελεύσεως, ὅταν ἦλθε νὰ μοῦ ζητήσῃ τὸ γράμμα, ἐγὼ ἐβυθίσθην εἰς σκέψεις. — [857, 1456, 1094, 1501]
row-value: 170.50 — [302, 628, 341, 642]
row-name: Λίρα Τουρκίας — [86, 557, 297, 571]
story-paragraph: — Καλά. Στὸν Μπόλεσλα; — [617, 2019, 776, 2034]
exchange-title: ΣΥΝΑΛΛΑΓΜΑΤΑ — [88, 585, 194, 600]
story-paragraph: — Εἶμαι δυστυχισμένη, κύριε φοιτητά... Ἐγὼ ἔγραφα στὸν Μπόλες κι' ὁ Μπόλες θὰ ἔγραφε σὲ μένα κι' ἐγὼ θὰ διάβαζα τὰ γράμματα καὶ θὰ ἦμουν εὐτυχισμένη. — [857, 996, 1094, 1071]
table-row — [86, 280, 343, 294]
story-source: (Ἐκ τοῦ Ρωσσικοῦ) — [661, 228, 790, 242]
price-size: 12 × 16 1/2 — [1135, 790, 1203, 804]
table-row — [86, 195, 343, 209]
tolstoy-text: ΒΙΕΝΝΗ, 30 Ἀπριλίου (δι' ἐμμέσου ὁδοῦ). Ἡ ὑγεία τοῦ μεγάλου Ρώσσου συγγραφέως Τολστόη χειροτερεύει καθημερινῶς. Δὲν λαμβάνει πλέον τροφήν, ἡ δὲ ἀδυναμία, εἰς ἣν περιῆλθεν, ἐμπνέει ἀνησυχίας ζωηράς. — [86, 934, 343, 1040]
table-row — [86, 469, 343, 483]
notice2-signature: Ἀρ. Σοφιανὸς — [1267, 618, 1345, 632]
hats-label: ΤΑ ΘΕΡΙΝΑ — [1357, 355, 1501, 373]
row-value: 161.50 — [248, 599, 287, 613]
price-unit: » — [1264, 763, 1271, 777]
old-shop-text: Πωλοῦνται πρὸς ἐκκαθάρισιν τὰ γνωστὰ εἴδη (χαρτία διάφορα γραφῆς, τυπογραφεῖα, μουσικῆς, τυπογραφικὰ ἐπιμελήματα, μελανοδοχεῖα, κονδυλοφόροι, μολύβια κ.λ.π., λάμπαι παντὸς εἴδους, ὡρολόγια, ζωγραφικὰ κτλ.) — [1114, 1458, 1480, 1513]
world-item: Ὁ κ. Χατζῆνος Ἀσπασιάδης ἰατρὸς ἐπανελθὼν ἐξ Εὐρώπης δέχεται τοὺς πάσχοντας ἐν τῷ ἰατρείῳ του καθ' ἑκάστην ἀπὸ 3 μ. μ. Πλατεῖα Μητροπόλεως. — [355, 1321, 594, 1397]
price-unit: δωδ. — [1255, 749, 1281, 764]
row-name: Πανελλήνιον Ἀτμοπλοΐας — [86, 425, 295, 440]
story-paragraph: — Ἀγαπητέ μου κύριε φοιτητά, μήπως εἶσθε πολὺ ἀπησχολημένος; — [606, 1933, 845, 1962]
albania-title: Η ΚΑΤΟΧΗ ΤΗΣ ΑΛΒΑΝΙΑΣ — [380, 230, 568, 245]
albania-text: Κατόπιν τῆς ὑπὸ τῆς Ρωσσίας δοθείσης συνεννοήσεως ὅπως ἡ Αὐστρία καταλάβῃ τὴν Ἀλβανίαν, ἡ Γαγκελμπάττου Ἱερολόγων ἀγγέλλει ἤδη ὅτι ὑπὸ τὸ πρόσχημα κυνηγετικῆς θήρας ἐν βραχεῖ προσέρχονται διοικητικοὶ ὑπάλληλοι καὶ ἀξιωματικοὶ Αὐστριακοὶ κατόπιν τῶν ὁποίων προσεχῶς αἱ Ἀλβανίαι ὅπως μελετήσωσι τὴν θέσιν καὶ τὴν κατάστασιν τῆς χώρας πρὸς προπαρασκευὴν τῆς κατοχῆς αὐτῆς. — [355, 269, 594, 479]
story-paragraph: — Ἄκουσε, Τερέζα, θὰ σοῦ γράψω ὅσα γράμματα θέλεις, καὶ στὸν Μπόλες κι' ἀπὸ τὸν Μπόλες. — [857, 1123, 1094, 1168]
hat-5 — [1357, 635, 1501, 760]
row-value: 679.— — [305, 265, 341, 280]
row-value — [220, 656, 289, 671]
story-paragraph: — Ἔ, τί; ἐφώναξα. — [617, 2071, 731, 2086]
row-value: 164.75 — [302, 251, 341, 265]
signature-name: Κ. Ροδίτης — [1033, 1930, 1092, 1944]
ad-heading: ΑΙ ΠΑΓΚΟΣΜΙΟΥ ΦΗΜΗΣ — [1140, 648, 1311, 663]
table-row — [86, 628, 343, 642]
story-paragraph: Ἔφυγε. Πέρασαν δύο ἑβδομάδες. Ἦτο μία βραδιὰ καὶ ἐκαθήμουν κοντὰ εἰς τὸ παράθυρον καὶ ἐσφύριζα, ὅταν ἡ θύρα ἀνοίγεται. — [606, 1868, 845, 1929]
divider — [634, 144, 816, 145]
story-paragraph: — Εἰς τὴν ἀρχὴν ἦτο τόσον ἀνόητον αὐτό, ἐσκέφθην, καὶ ἐπειτα εἶπα μέσα μου: «Τί καλὴ καρδιὰ ποῦ ἔχει.» — [857, 1074, 1094, 1119]
price-price: 3.50 — [1313, 763, 1338, 777]
tailor-owner: ΣΑΒΒΑ ΒΑΡΒΙΤΣΙΩΤΗ — [1162, 1694, 1432, 1716]
newspaper-name: ΣΚΡΙΠ — [734, 67, 837, 92]
notice-title: ΠΕΡΙΛΗΨΙΣ — [934, 1617, 1017, 1633]
story-author: MAXIME GORKI — [672, 207, 779, 221]
world-item: Ἡ πρώτη πανήγυρις τῆς Ἀγίας Εἰρήνης τελεσθήσεται καὶ ἐφέτος μετὰ μεγάλης λαμπρότητος ἐν τῷ ναῷ ὑπὸ τοῦ Μητροπολίτου Ἀθηνῶν μετὰ πάσης τῆς σεμνοτάτης ἱεροτελεστίας τῶν ἀρχιερέων. — [355, 791, 594, 881]
story-paragraph: — Ἐγὼ ὅμως θέλω νὰ ὑπάρχῃ αὐτὸς ὁ Μπόλες... Τί μὲ μέλει ἐμένα ἂν δὲν ὑπάρχει; Ἐγὼ θὰ τὸν ἔχω εἰς τὸν νοῦν μου κι' ἐκεῖνος θὰ μὲ ἀγαπᾷ. — [857, 932, 1094, 993]
table-row — [86, 368, 343, 382]
post-title: ΚΕΝΤΡΙΚΟΝ ΤΑΧΥΔΡΟΜΕΙΟΝ — [86, 679, 343, 699]
price-price: 5.50 — [1313, 790, 1338, 804]
ad-address: Ὁδὸς Ἑρμοῦ 136 Ἀθῆναι — [1149, 830, 1302, 844]
row-name: Προικ. Σιδ. Ἀθηνῶν-Πειραιῶς — [86, 440, 295, 454]
story-paragraph: Τὸν καιρὸν ὁπότε ἤμουν φοιτητὴς στὴν Μόσχαν εἶχα γειτόνισσαν εἰς τὸ σπίτι ποῦ κατοικούσα μίαν γυναῖκα ἐλευθέρων ἠθῶν. Ἦτο μία Πολωνὶς καὶ ὠνομάζετο Τερέζα. Ὑψηλή, παχεία, μὲ μαῦρα φρύδια καὶ πρόσωπον ὁποὺ ἐφαίνετο σὰν νὰ εἶχε σκαλισθῆ μὲ τσεκούρι. — [606, 282, 845, 402]
hats-label: ΕΙΣ ΤΟΥ — [1357, 619, 1501, 636]
transfer-text: Τὸ Ὑπουργεῖον τῶν Στρατιωτικῶν, ὡς πληροφορούμεθα, ἐζήτησε διὰ τὴν ἀπαλλοτρίωσιν τοῦ μέρους τῶν στρατώνων 300 χιλ. δραχ. περίπου. — [86, 1329, 343, 1389]
table-row — [86, 483, 343, 497]
post-text: Τετάρτη 1 Μαΐου. Εἰς Κρήτην (Μεσσαρὰν καὶ Γουβὴ) 10 π. μ. Εἰς Εὐρώπην ἐν Γένουα καὶ Μασσαλίᾳ. Εἰς Ρουμανίαν, (Φλόρα) 11 π. μ. Εἰς Κρήτην, Αἴγυπτον καὶ Κύπρον (Πανελλήνιος) 11.30 π. μ. — [86, 701, 343, 791]
price-size: 9 × 12 — [1150, 763, 1188, 777]
row-value: 37.95 — [309, 656, 341, 671]
column-rule — [851, 117, 852, 2043]
ad-heading: ΑΓΓΛΙΚΑΙ ΦΩΤΟΓΡΑΦΙΚΑΙ ΠΛΑΚΕΣ — [1137, 667, 1314, 701]
shop-address: Ὁδὸν Προαστείου ἀριθ. 10 — [386, 1696, 562, 1709]
story-paragraph: Μένω στὸ κρεββάτι μου καὶ σκέπτομαι: Χμ! εἶναι κακὸν σημεῖον. Θὰ μοῦ ζητήσῃ χρήματα; Θέλει νὰ μὲ δελεάσῃ; Ἀλλὰ ἐγὼ θὰ ἀντισταθῶ. — [606, 974, 845, 1034]
signature-name: Α. ΙΩΑΝΝΙΔΗΣ — [859, 1930, 945, 1944]
fedora-hat-icon — [1357, 242, 1501, 355]
world-item: Εἰς τὸ νέον κατάστημα Η ΣΚΩΤΙΑ ἐπὶ τῆς πλατείας τῆς Ὁμονοίας εὑρίσκονται ἀκόμη εἴδη ἀνδρικῶν ἐνδυμάτων, ὑποκαμίσων, λαιμοδετῶν καὶ παντὸς ἄλλου εἴδους εἰς τιμὰς λίαν συγκαταβατικάς. — [355, 1008, 594, 1098]
story-paragraph: Ἔμενα εἰς τὸ ὑπερῷον καὶ ἡ θύρα τῆς καμάρας της ἦτο ἀντικρὺ εἰς τὴν ἰδικήν μου. Ποτὲ δὲν ἄφηνα ἀνοικτὴν τὴν θύραν μου, ὅταν ἐγνώριζα ὅτι ἦτο εἰς τὸ σπίτι της. Ὅμως αὐτὸ δὲν συνέβαινε παρὰ σπανίως. — [606, 499, 845, 589]
notice-text: Καταδικάζει τὴν ἐναγομένην καὶ εἰς τὴν δικαστικὴν δαπάνην ἐκ δραχ. 28 καὶ τὰ τέλη. — [857, 1820, 1094, 1865]
fragketis-name: Ρ. ΦΡΑΓΚΕΤΗΣ — [1267, 941, 1453, 970]
row-name: Λαϊκ. Εθν. Τράπεζας — [86, 265, 286, 280]
price-unit: » — [1264, 776, 1271, 791]
row-name: Ἑταιρίας Μονοπωλίων — [86, 454, 295, 469]
row-name: Εἰκοσάφραγκον μεταλλικόν — [86, 529, 297, 543]
world-item: Τὴν παρελθοῦσαν Κυριακὴν ἐνελάβησαν ἐν Ἄργει οἱ γάμοι τοῦ κ. Ἀνδρέου Βασιλοπούλου νέου καὶ τῆς δεσποινίδος Κοντοβάζαινας. Τὴν μνηστείαν ἐνήργησαν ἀντιπρόσωποι τῶν ἐκεῖ προκρίτων. — [355, 698, 594, 788]
tailor-text: Ἐργασία καὶ ἐφαρμογὴ ἀγγλικὴ. Ἐκλεκτὴ ἐκλογὴ ἐξαιρετικῶν ὑφασμάτων καὶ παντὸς εἴδους ἐνδυμάτων. — [1110, 1777, 1485, 1805]
old-shop-footer: Διὰ τοὺς θέλοντας ν' ἀγοράσουν πράγματα ΣΤΕΡΕΑ ΑΓΓΛΙΚΑ εἰς τιμὰς εὐθηνοτάτας. — [1133, 1583, 1462, 1611]
signature-role: Ὁ ὑπογραμματεὺς — [992, 1916, 1092, 1931]
row-value: 114.— — [305, 325, 341, 339]
story-paragraph: «Ὁ διάβολος νὰ σὲ πάρῃ, εἶπα μέσα μου, καὶ ἀφοῦ ἐσηκώθην, ἐκάθισα εἰς τὸ τραπέζι μου καὶ ἐπῆρα χαρτὶ καὶ μελάνην. — [606, 1101, 845, 1161]
fragketis-text: Κηλεπίδεσμοι (βαμβάκιν) Ὀμφαλεπίδεσμοι. Ἀνακουφιστῆρες ὑγειονομικοί. Κλισμοὶ παντὸς εἴδους. Θερμομέτρων ἰατρικῶν, λουτρῶν καὶ τοίχου. Κλισμοὶ καὶ ἐπίδεσμοι. Περιονυχίσματα (κάλτσες) ἐλαστικὰ, καθετῆρες, κλυστῆρες, ψεκαστῆρες, διαφόρων συστημάτων. Βρακοζῶναι καὶ ἐπίδεσμοι ἀπὸ γοῦνας. Εἰδικὰ εἴδη καὶ ἐξαρτήματα πρὸς τοκετούς. Μάρσιππαι λουτροῦ. Ἰδιαίτερον κατάστημα διὰ τὰς κυρίας μὲ ὑπηρεσίαν γυναικείαν. — [1238, 1020, 1481, 1161]
story-paragraph: — Τί νὰ γράψω; λέγε. — [617, 1344, 749, 1360]
exchange-col-head: Ὄψεως — [301, 585, 341, 600]
row-name: Ἐπὶ Αὐστρίας — [86, 628, 220, 642]
hat-4 — [1357, 504, 1501, 619]
parl-text: Εἰς τὸν πρωθυπουργὸν κ. Ζαΐμην παρουσιάσθησαν χθὲς οἱ βουλευταὶ κ. κ. Γκαμῆτος καὶ Ρόπουλης καὶ παρεκάλεσαν αὐτὸν ὅπως κατάλληλα ἐνεργήσῃ ἵνα ἐκδοθῇ παρὰ τῆς Πύλης ἡ ἄδεια τῆς διὰ σκαφάνδρων σπογγαλιείας κατὰ τὸ ἔτος τοῦτο. — [86, 1777, 343, 1882]
signature-name: Α. ΜΑΡΚΟΠΟΥΛΟΣ — [1108, 507, 1218, 521]
hats-label: ΗΛΘΑΝ — [1390, 222, 1467, 246]
story-paragraph: Τῆς ἔκαμα τὸ γράμμα ποῦ ἤθελε καὶ ἦτο τόσον τρυφερὸν ὥστε θὰ τὸ ἐζήλευα ὁ ἴδιος, ἂν τὸ ἔλαβεν ἡ ἀγαπημένη μου. — [606, 1656, 845, 1715]
story-paragraph: — Θέλω νὰ στείλω ἕνα γράμμα στὴν πατρίδα μου, ἐξηκολούθησεν ἡ Τερέζα μὲ φωνὴν ἱκετευτικὴν καὶ συνεσταλμένην. — [606, 1038, 845, 1098]
column-rule — [600, 117, 601, 2043]
fragketis-specialty: ΕΙΔΙΚΗ ΑΠΟΘΗΚΗ — [1238, 1002, 1481, 1017]
row-value: 46.75 — [309, 382, 341, 397]
story-paragraph: — Ὄτε... Δηλαδὴ ἐγὼ εἶμαι ἡ Τερέζα, ἀλλὰ... — [857, 850, 1094, 880]
table-row — [86, 208, 343, 222]
row-value: 126.— — [305, 368, 341, 382]
story-paragraph: — Κύριε φοιτητά... θέλω νὰ σοῦ ζητήσω μίαν χάριν. Σὲ παρακαλῶ νὰ μὴ μοῦ ἀρνηθῇς. — [606, 926, 845, 971]
notice-text: Ὁ πληρεξούσιος δικηγόρος Ἀνδρέας Θ. Σπηλιωτόπουλος — [857, 1978, 1094, 2007]
story-paragraph: — «Ἀγαπητέ μου Μπόλες... ἀγαπημένε μου... καρδούλα μου... ἡ Παναγία νὰ σὲ φυλάγῃ! Χρυσῆ μου καρδιά, διατί τόσον καιρὸν δὲν γράφεις εἰς τὴν περιστερίτσαν σου, τὴν Τερέζαν;» — [606, 1364, 845, 1454]
price-qty: ἡ — [1231, 749, 1239, 764]
story-paragraph: Ἐθύμωσα καὶ τῆς ἀπήντησα ἀποτόμως ὅτι δὲν ἔχω ἀνάγκην ἀπὸ τὰς ὑπηρεσίας της. — [606, 1820, 845, 1866]
world-item: Στοῦ Βασιλείου φιλέτα ἀνδρικὰ καὶ γυναικεῖα εἰς μεγάλην ποικιλίαν καὶ εἰς τιμὰς ὡρισμένας. — [355, 1273, 594, 1318]
old-shop-title: ΠΑΛΑΙΟΝ ΚΑΤΑΣΤΗΜΑ — [1192, 1305, 1403, 1380]
column-rule — [349, 117, 350, 2043]
